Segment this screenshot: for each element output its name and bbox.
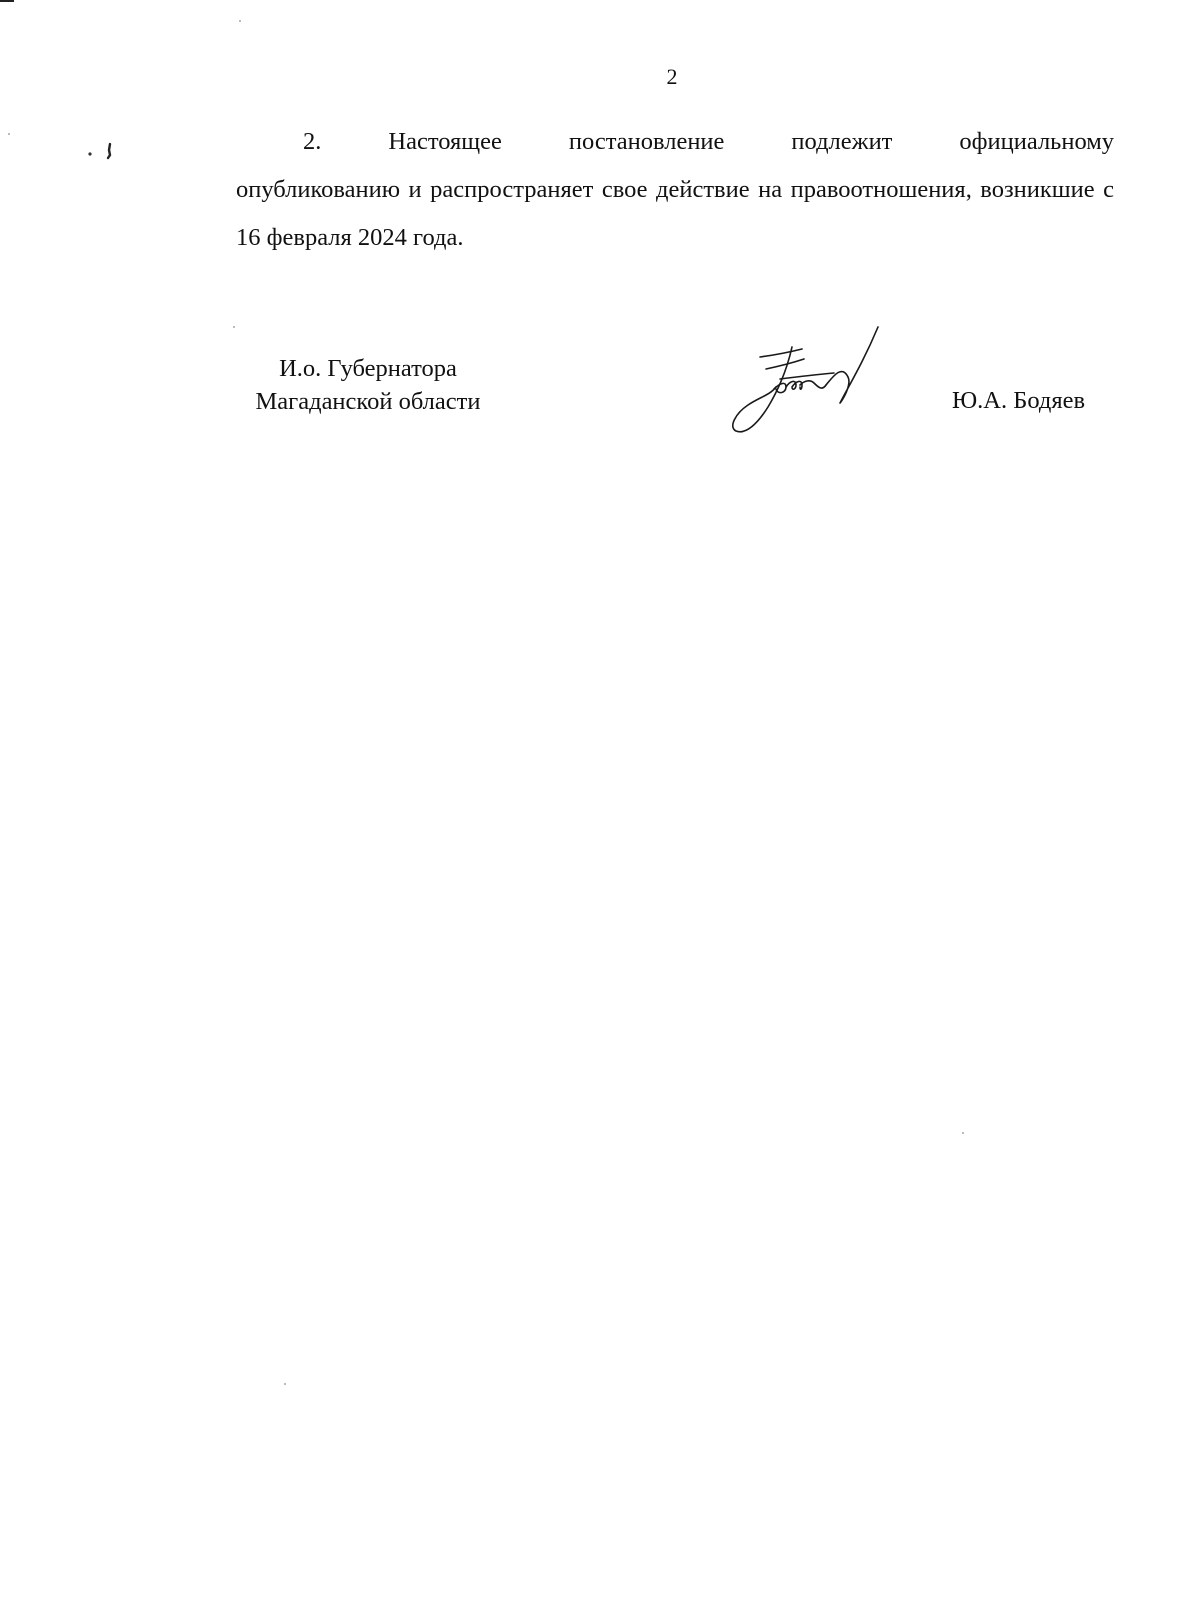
scan-dust-speck: [284, 1383, 286, 1385]
signer-position-line-2: Магаданской области: [255, 388, 481, 415]
scan-corner-mark: [0, 0, 14, 2]
page-number: 2: [666, 64, 678, 89]
handwritten-signature: [730, 325, 910, 450]
scan-dust-speck: [233, 326, 235, 328]
signer-name: Ю.А. Бодяев: [952, 387, 1086, 414]
margin-speck: [86, 140, 126, 164]
scan-dust-speck: [239, 20, 241, 22]
scan-dust-speck: [8, 133, 10, 135]
signer-position-line-1: И.о. Губернатора: [279, 355, 457, 382]
paragraph-first-line: 2. Настоящее постановление подлежит официальному: [303, 128, 1114, 155]
scan-dust-speck: [962, 1132, 964, 1134]
signer-position: [233, 352, 503, 418]
paragraph-continuation: опубликованию и распространяет свое действие на правоотношения, возникшие с 16 февраля 2024 года.: [236, 176, 1114, 251]
resolution-paragraph: [236, 118, 1114, 262]
